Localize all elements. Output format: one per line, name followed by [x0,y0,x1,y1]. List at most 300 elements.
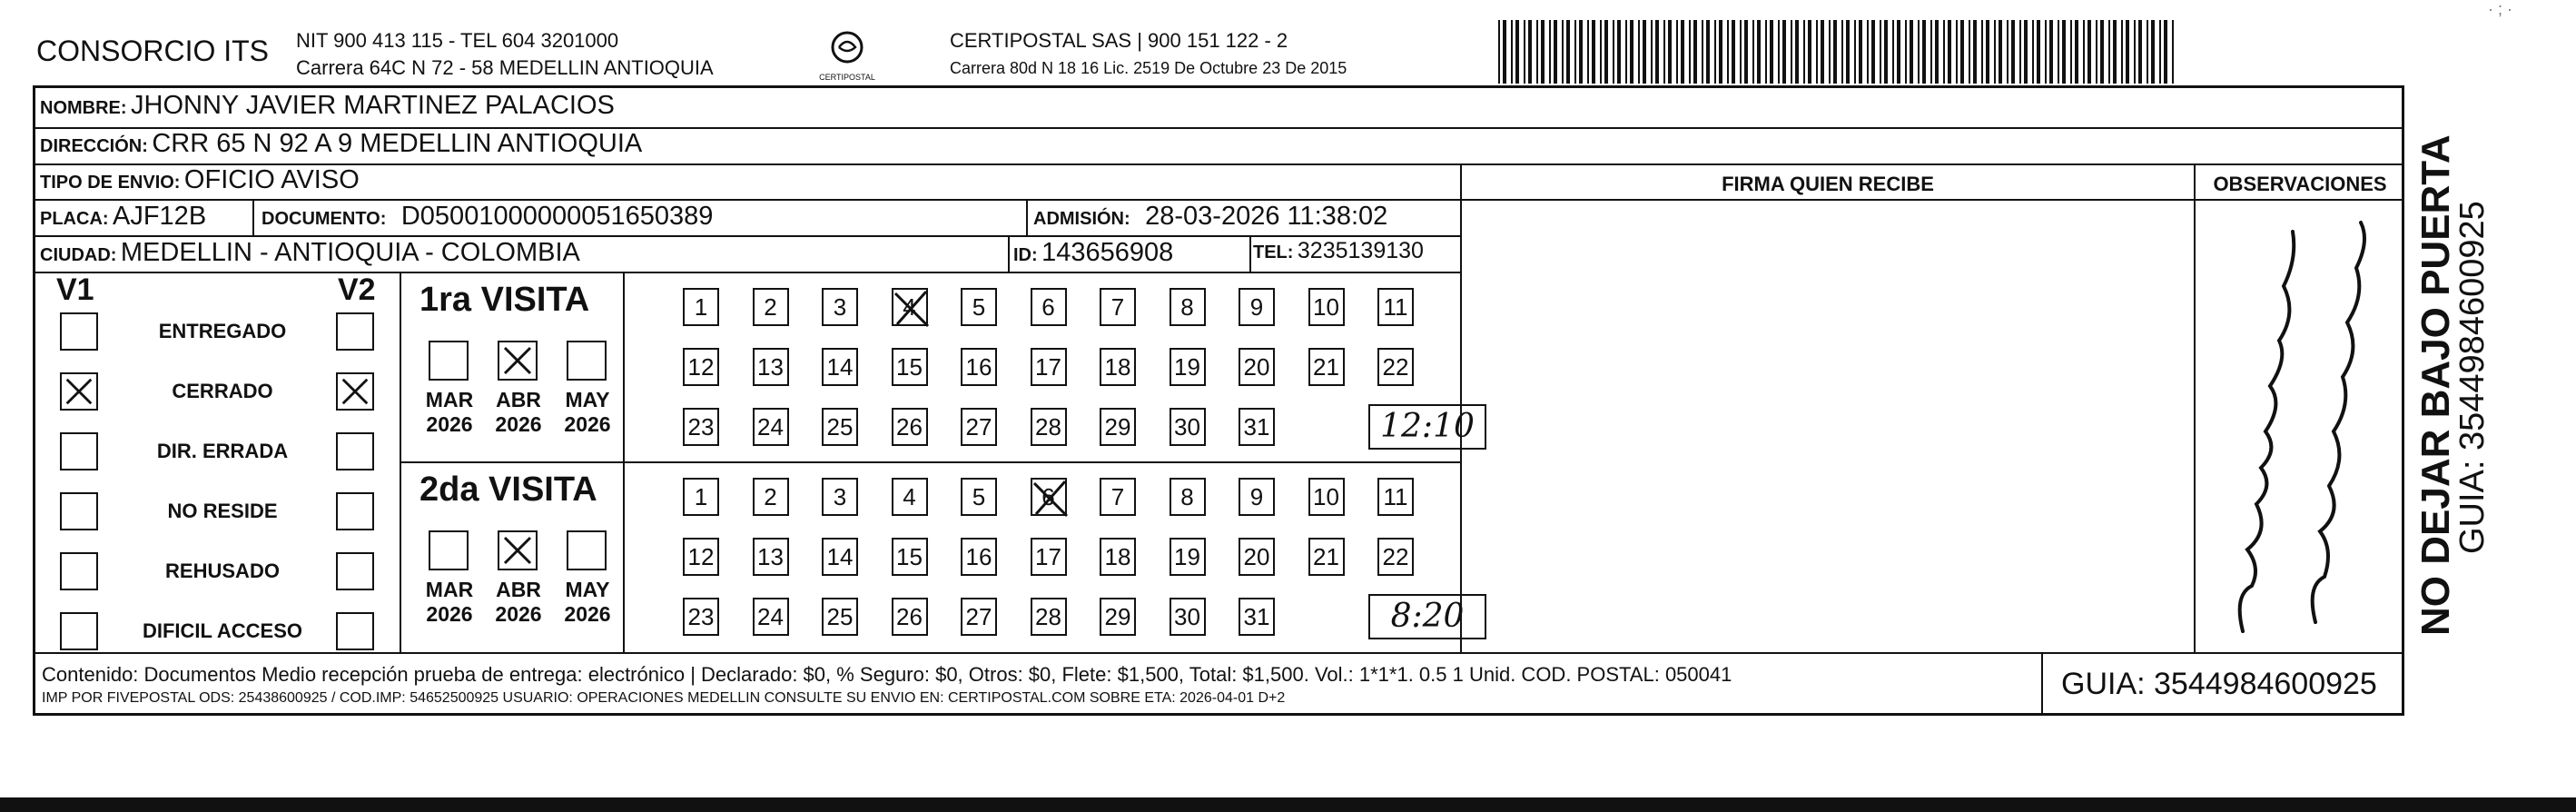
day-number: 21 [1313,543,1339,570]
barcode-bar [2121,20,2123,84]
day-cell[interactable] [753,538,789,576]
barcode-bar [2108,20,2110,84]
day-number: 15 [896,543,923,570]
day-cell[interactable] [892,478,928,516]
admission-cell [1033,202,1387,232]
barcode-bar [2164,20,2167,84]
month-name: MAR [425,388,474,411]
day-number: 1 [694,483,708,510]
barcode-bar [1757,20,1761,84]
barcode-bar [1625,20,1627,84]
day-number: 15 [896,353,923,381]
col-divider [400,272,401,652]
barcode-bar [1897,20,1900,84]
barcode-bar [1681,20,1684,84]
month-name: MAY [565,578,610,601]
day-cell[interactable] [1239,598,1275,636]
month-label [419,578,479,627]
company-info [296,27,714,82]
day-cell[interactable] [1100,348,1136,386]
barcode-bar [1960,20,1964,84]
day-number: 26 [896,413,923,441]
visit-time-box[interactable] [1368,594,1486,639]
day-number: 20 [1243,353,1270,381]
id-cell [1013,238,1173,268]
v1-checkbox[interactable] [60,552,98,590]
day-cell[interactable] [683,478,719,516]
status-label: DIR. ERRADA [156,440,289,462]
month-year: 2026 [564,602,611,626]
barcode-bar [1587,20,1589,84]
day-number: 22 [1382,543,1409,570]
status-label: CERRADO [172,380,273,402]
month-name: MAR [425,578,474,601]
barcode-bar [1994,20,1996,84]
day-number: 27 [965,413,992,441]
month-checkbox[interactable] [567,341,607,381]
day-number: 24 [757,603,784,630]
barcode-bar [1676,20,1678,84]
v2-checkbox[interactable] [336,552,374,590]
barcode-bar [1579,20,1583,84]
month-label [419,388,479,437]
day-cell[interactable] [753,478,789,516]
barcode-bar [1871,20,1875,84]
v1-checkbox[interactable] [60,492,98,530]
v2-checkbox[interactable] [336,492,374,530]
day-cell[interactable] [1308,348,1345,386]
day-cell[interactable] [753,288,789,326]
day-number: 19 [1174,543,1200,570]
visit-time-box[interactable] [1368,404,1486,450]
type-label: TIPO DE ENVIO: [40,173,181,193]
barcode-bar [1630,20,1633,84]
barcode-bar [2075,20,2078,84]
day-cell[interactable] [1100,288,1136,326]
month-name: ABR [496,578,541,601]
barcode-bar [1562,20,1564,84]
barcode-bar [1880,20,1881,84]
status-label: DIFICIL ACCESO [142,619,302,642]
barcode-bar [1956,20,1958,84]
month-label [558,578,617,627]
day-number: 18 [1104,543,1131,570]
side-guia: GUIA: 3544984600925 [2453,201,2492,554]
barcode-bar [1833,20,1837,84]
day-cell[interactable] [1031,598,1067,636]
barcode [1498,20,2179,84]
month-checkbox[interactable] [429,341,469,381]
barcode-bar [1744,20,1748,84]
day-number: 2 [764,293,777,321]
barcode-bar [1884,20,1888,84]
barcode-bar [1566,20,1570,84]
month-checkbox[interactable] [498,530,538,570]
barcode-bar [2159,20,2161,84]
day-cell[interactable] [1170,478,1206,516]
day-cell[interactable] [1031,538,1067,576]
document-cell [262,202,713,232]
day-cell[interactable] [1100,598,1136,636]
barcode-bar [2126,20,2129,84]
day-number: 18 [1104,353,1131,381]
month-year: 2026 [495,412,542,436]
day-cell[interactable] [1308,288,1345,326]
barcode-bar [1943,20,1945,84]
observations-handwriting [2206,204,2397,649]
barcode-bar [2019,20,2021,84]
v2-checkbox[interactable] [336,432,374,470]
barcode-bar [1600,20,1602,84]
day-cell[interactable] [822,538,858,576]
day-cell[interactable] [892,408,928,446]
month-name: MAY [565,388,610,411]
barcode-bar [1829,20,1831,84]
barcode-bar [1846,20,1850,84]
day-cell[interactable] [1308,478,1345,516]
type-row [40,165,360,195]
barcode-bar [1714,20,1716,84]
day-cell[interactable] [892,348,928,386]
day-cell[interactable] [1377,478,1414,516]
visit-time: 12:10 [1380,408,1475,445]
row-divider [2194,199,2404,201]
document-label: DOCUMENTO: [262,209,387,229]
barcode-bar [1689,20,1691,84]
barcode-bar [1613,20,1614,84]
svg-text:CERTIPOSTAL: CERTIPOSTAL [819,73,875,82]
barcode-bar [1651,20,1653,84]
day-cell[interactable] [1308,538,1345,576]
barcode-bar [1498,20,1500,84]
barcode-bar [2049,20,2053,84]
certipostal-logo [817,27,877,87]
day-cell[interactable] [1239,478,1275,516]
barcode-bar [2147,20,2148,84]
tel-value: 3235139130 [1297,238,1424,263]
barcode-bar [1719,20,1722,84]
name-label: NOMBRE: [40,98,127,118]
barcode-bar [1803,20,1805,84]
bottom-edge [0,797,2576,812]
day-number: 10 [1313,483,1339,510]
barcode-bar [1574,20,1576,84]
day-number: 28 [1035,413,1061,441]
col-divider [1249,235,1251,272]
day-number: 1 [694,293,708,321]
day-cell[interactable] [892,288,928,326]
day-number: 21 [1313,353,1339,381]
day-cell[interactable] [1170,288,1206,326]
id-label: ID: [1013,245,1038,265]
v1-checkbox[interactable] [60,312,98,351]
courier-name: CERTIPOSTAL SAS | 900 151 122 - 2 [950,29,1288,52]
barcode-bar [1816,20,1818,84]
day-number: 5 [972,483,986,510]
day-number: 17 [1035,543,1061,570]
v2-checkbox[interactable] [336,372,374,411]
day-cell[interactable] [1239,538,1275,576]
shipment-type: OFICIO AVISO [183,165,360,194]
visit-title: 2da VISITA [419,470,597,509]
col-divider [252,199,254,235]
visit-time: 8:20 [1390,598,1465,635]
row-divider [33,199,2404,201]
day-number: 12 [687,543,715,570]
day-cell[interactable] [961,538,997,576]
day-number: 24 [757,413,784,441]
barcode-bar [1854,20,1856,84]
month-year: 2026 [426,602,473,626]
barcode-bar [1999,20,2002,84]
barcode-bar [1859,20,1862,84]
day-number: 19 [1174,353,1200,381]
day-number: 11 [1383,293,1408,321]
courier-info [950,27,1347,82]
v1-checkbox[interactable] [60,432,98,470]
day-cell[interactable] [753,598,789,636]
barcode-bar [1663,20,1665,84]
day-number: 6 [1041,293,1055,321]
day-cell[interactable] [1100,538,1136,576]
day-cell[interactable] [1031,408,1067,446]
barcode-bar [1778,20,1780,84]
barcode-bar [1867,20,1869,84]
barcode-bar [2096,20,2097,84]
day-number: 28 [1035,603,1061,630]
barcode-bar [1922,20,1926,84]
barcode-bar [1821,20,1824,84]
name-row [40,91,615,121]
day-cell[interactable] [961,408,997,446]
barcode-bar [1935,20,1939,84]
v1-checkbox[interactable] [60,372,98,411]
month-checkbox[interactable] [429,530,469,570]
day-cell[interactable] [683,348,719,386]
day-cell[interactable] [1031,348,1067,386]
signature-header: FIRMA QUIEN RECIBE [1722,173,1934,195]
plate-label: PLACA: [40,209,109,229]
barcode-bar [1638,20,1640,84]
plate-value: AJF12B [113,202,207,231]
v1-checkbox[interactable] [60,612,98,650]
day-number: 23 [687,413,715,441]
footer-content: Contenido: Documentos Medio recepción prueba de entrega: electrónico | Declarado: $0, % Seguro: $0, Otros: $0, Flete: $1,500, Total: $1,500. Vol.: 1*1*1. 0.5 1 Unid. COD. POSTAL: 050041 [42,663,1732,686]
barcode-bar [2087,20,2091,84]
barcode-bar [1981,20,1983,84]
month-checkbox[interactable] [567,530,607,570]
day-cell[interactable] [822,348,858,386]
day-number: 27 [965,603,992,630]
day-cell[interactable] [683,538,719,576]
barcode-bar [1808,20,1811,84]
barcode-bar [1727,20,1729,84]
day-number: 8 [1180,483,1194,510]
day-number: 17 [1035,353,1061,381]
day-cell[interactable] [1377,348,1414,386]
day-number: 5 [972,293,986,321]
day-cell[interactable] [1031,478,1067,516]
barcode-bar [2151,20,2155,84]
v2-checkbox[interactable] [336,312,374,351]
barcode-bar [1892,20,1894,84]
day-cell[interactable] [1100,478,1136,516]
visit-title: 1ra VISITA [419,281,590,319]
day-cell[interactable] [683,288,719,326]
day-number: 7 [1110,293,1125,321]
day-number: 30 [1174,603,1200,630]
corner-marks: · ; · [2488,0,2512,18]
col-divider [2194,163,2196,652]
barcode-bar [1655,20,1659,84]
day-number: 22 [1382,353,1409,381]
day-cell[interactable] [1170,538,1206,576]
day-cell[interactable] [961,348,997,386]
recipient-name: JHONNY JAVIER MARTINEZ PALACIOS [131,91,615,120]
row-divider [33,163,2404,165]
v2-checkbox[interactable] [336,612,374,650]
barcode-bar [1541,20,1545,84]
day-cell[interactable] [683,408,719,446]
day-number: 16 [965,353,992,381]
day-cell[interactable] [822,288,858,326]
barcode-bar [2062,20,2066,84]
barcode-bar [1948,20,1951,84]
barcode-bar [1791,20,1792,84]
side-warning: NO DEJAR BAJO PUERTA [2413,134,2458,636]
nit-line: NIT 900 413 115 - TEL 604 3201000 [296,29,619,52]
day-number: 13 [757,543,784,570]
day-cell[interactable] [1239,408,1275,446]
barcode-bar [1554,20,1557,84]
barcode-bar [2011,20,2015,84]
address-label: DIRECCIÓN: [40,136,148,156]
col-divider [623,272,625,652]
v2-label: V2 [338,272,376,307]
barcode-bar [1918,20,1920,84]
day-cell[interactable] [1100,408,1136,446]
barcode-bar [1693,20,1697,84]
barcode-bar [1930,20,1932,84]
day-cell[interactable] [892,598,928,636]
barcode-bar [1905,20,1907,84]
day-number: 3 [833,293,847,321]
day-cell[interactable] [961,288,997,326]
month-name: ABR [496,388,541,411]
day-cell[interactable] [1239,348,1275,386]
barcode-bar [1795,20,1799,84]
recipient-address: CRR 65 N 92 A 9 MEDELLIN ANTIOQUIA [152,129,643,158]
row-divider [33,272,1462,273]
day-number: 2 [764,483,777,510]
day-number: 31 [1243,603,1270,630]
day-cell[interactable] [822,408,858,446]
barcode-bar [2032,20,2034,84]
month-checkbox[interactable] [498,341,538,381]
day-cell[interactable] [683,598,719,636]
day-cell[interactable] [753,348,789,386]
col-divider [1008,235,1010,272]
day-cell[interactable] [822,598,858,636]
v1-label: V1 [56,272,94,307]
address-row [40,129,642,159]
month-year: 2026 [426,412,473,436]
barcode-bar [1841,20,1843,84]
day-number: 25 [826,603,854,630]
day-number: 10 [1313,293,1339,321]
day-cell[interactable] [1170,348,1206,386]
barcode-bar [1740,20,1742,84]
barcode-bar [1702,20,1703,84]
day-number: 26 [896,603,923,630]
barcode-bar [1969,20,1970,84]
barcode-bar [2083,20,2085,84]
barcode-bar [1511,20,1513,84]
month-year: 2026 [564,412,611,436]
barcode-bar [1973,20,1977,84]
day-number: 20 [1243,543,1270,570]
tel-label: TEL: [1253,243,1294,262]
day-number: 9 [1249,293,1264,321]
barcode-bar [1528,20,1532,84]
month-label [558,388,617,437]
barcode-bar [2070,20,2072,84]
day-number: 25 [826,413,854,441]
barcode-bar [1592,20,1595,84]
day-cell[interactable] [822,478,858,516]
day-cell[interactable] [1377,538,1414,576]
day-cell[interactable] [1239,288,1275,326]
barcode-bar [1515,20,1519,84]
barcode-bar [2058,20,2059,84]
barcode-bar [1604,20,1608,84]
day-number: 29 [1104,603,1131,630]
barcode-bar [1549,20,1551,84]
row-divider [33,235,1462,237]
day-cell[interactable] [892,538,928,576]
day-number: 14 [826,353,854,381]
company-address: Carrera 64C N 72 - 58 MEDELLIN ANTIOQUIA [296,56,714,79]
barcode-bar [2024,20,2028,84]
day-cell[interactable] [753,408,789,446]
day-cell[interactable] [1031,288,1067,326]
month-label [489,388,548,437]
barcode-bar [2007,20,2008,84]
barcode-bar [2138,20,2142,84]
barcode-bar [1782,20,1786,84]
day-number: 7 [1110,483,1125,510]
day-cell[interactable] [1170,408,1206,446]
barcode-bar [2134,20,2136,84]
city-cell [40,238,580,268]
row-divider [400,461,1462,463]
tel-cell [1253,238,1424,264]
company-name: CONSORCIO ITS [36,35,270,67]
barcode-bar [1706,20,1710,84]
plate-cell [40,202,206,232]
day-cell[interactable] [961,598,997,636]
city-value: MEDELLIN - ANTIOQUIA - COLOMBIA [120,238,580,267]
day-cell[interactable] [961,478,997,516]
barcode-bar [1752,20,1754,84]
barcode-bar [2045,20,2047,84]
day-cell[interactable] [1170,598,1206,636]
status-label: ENTREGADO [158,320,287,342]
day-number: 31 [1243,413,1270,441]
day-number: 14 [826,543,854,570]
day-number: 23 [687,603,715,630]
day-cell[interactable] [1377,288,1414,326]
